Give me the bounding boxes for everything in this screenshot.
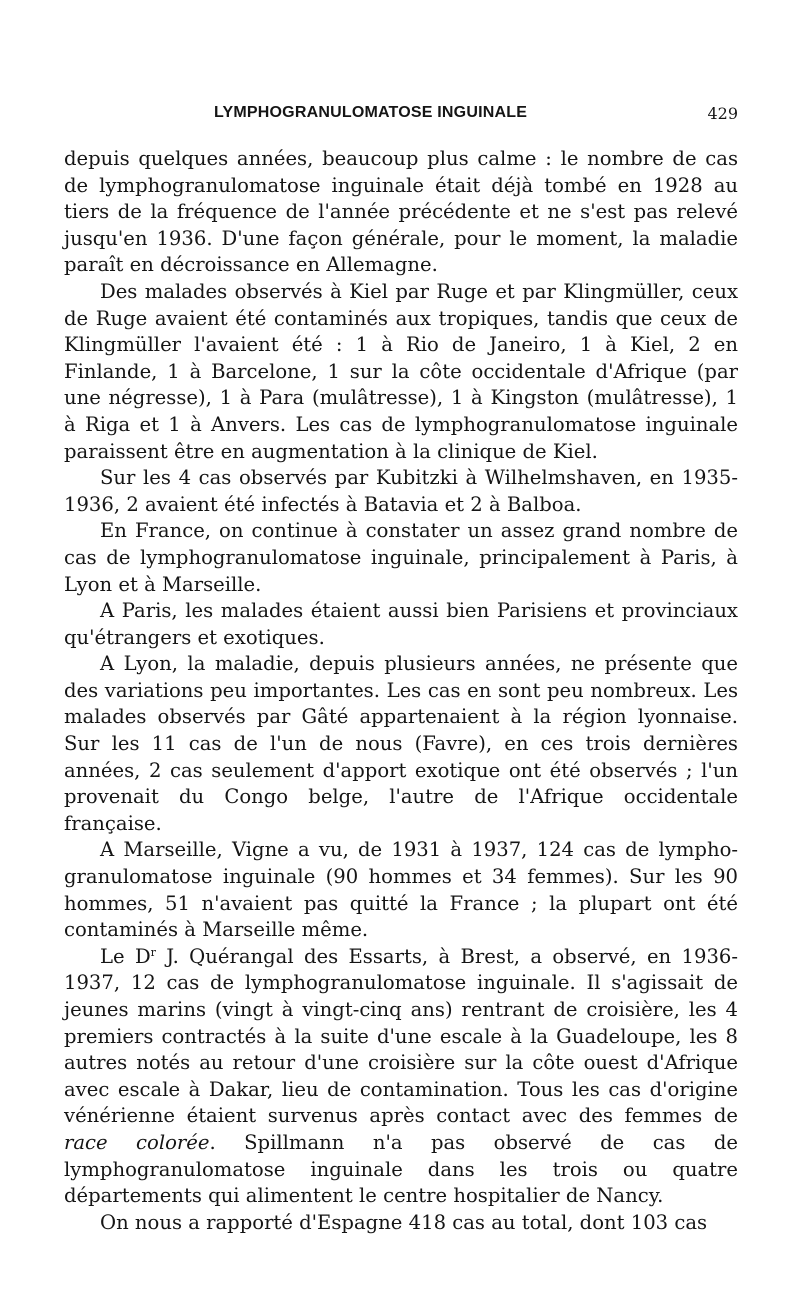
italic-phrase: race colorée (64, 1130, 210, 1154)
paragraph-paris: A Paris, les malades étaient aussi bien Parisiens et provinciaux qu'étrangers et exotiques. (64, 599, 738, 649)
body-text (64, 146, 738, 1236)
brest-text-end: . Spillmann n'a pas observé de cas de lymphogranulomatose inguinale dans les trois ou quatre départements qui alimentent le centre hospitalier de Nancy. (64, 1130, 738, 1208)
page-header (64, 104, 738, 130)
paragraph-brest-nancy (64, 944, 738, 1210)
paragraph-kiel-cases: Des malades observés à Kiel par Ruge et par Klingmüller, ceux de Ruge avaient été contaminés aux tropiques, tandis que ceux de Klingmüller l'avaient été : 1 à Rio de Janeiro, 1 à Kiel, 2 en Finlande, 1 à Barcelone, 1 sur la côte occidentale d'Afrique (par une négresse), 1 à Para (mulâtresse), 1 à Kingston (mulâtresse), 1 à Riga et 1 à Anvers. Les cas de lymphogranulomatose inguinale paraissent être en augmentation à la clinique de Kiel. (64, 279, 738, 463)
paragraph-france-overview: En France, on continue à constater un assez grand nombre de cas de lymphogranulomatose inguinale, principalement à Paris, à Lyon et à Marseille. (64, 519, 738, 596)
paragraph-marseille: A Marseille, Vigne a vu, de 1931 à 1937, 124 cas de lympho-granulomatose inguinale (90 hommes et 34 femmes). Sur les 90 hommes, 51 n'avaient pas quitté la France ; la plupart ont été contaminés à Marseille même. (64, 838, 738, 942)
paragraph-spain: On nous a rapporté d'Espagne 418 cas au total, dont 103 cas (100, 1210, 708, 1234)
running-title: LYMPHOGRANULOMATOSE INGUINALE (214, 104, 528, 121)
page-number: 429 (707, 104, 738, 123)
paragraph-lyon: A Lyon, la maladie, depuis plusieurs années, ne présente que des variations peu importantes. Les cas en sont peu nombreux. Les malades observés par Gâté appartenaient à la région lyonnaise. Sur les 11 cas de l'un de nous (Favre), en ces trois dernières années, 2 cas seulement d'apport exotique ont été observés ; l'un provenait du Congo belge, l'autre de l'Afrique occidentale française. (64, 652, 738, 835)
brest-text-middle: J. Quérangal des Essarts, à Brest, a observé, en 1936-1937, 12 cas de lymphogranulomatose inguinale. Il s'agissait de jeunes marins (vingt à vingt-cinq ans) rentrant de croisière, les 4 premiers contractés à la suite d'une escale à la Guadeloupe, les 8 autres notés au retour d'une croisière sur la côte ouest d'Afrique avec escale à Dakar, lieu de contamination. Tous les cas d'origine vénérienne étaient survenus après contact avec des femmes de (64, 944, 738, 1128)
doctor-superscript: r (150, 945, 156, 959)
brest-text-start: Le D (100, 944, 151, 968)
paragraph-wilhelmshaven-cases: Sur les 4 cas observés par Kubitzki à Wilhelmshaven, en 1935-1936, 2 avaient été infectés à Batavia et 2 à Balboa. (64, 466, 738, 516)
paragraph-germany-decline: depuis quelques années, beaucoup plus calme : le nombre de cas de lymphogranulomatose inguinale était déjà tombé en 1928 au tiers de la fréquence de l'année précédente et ne s'est pas relevé jusqu'en 1936. D'une façon générale, pour le moment, la maladie paraît en décroissance en Allemagne. (64, 147, 738, 277)
